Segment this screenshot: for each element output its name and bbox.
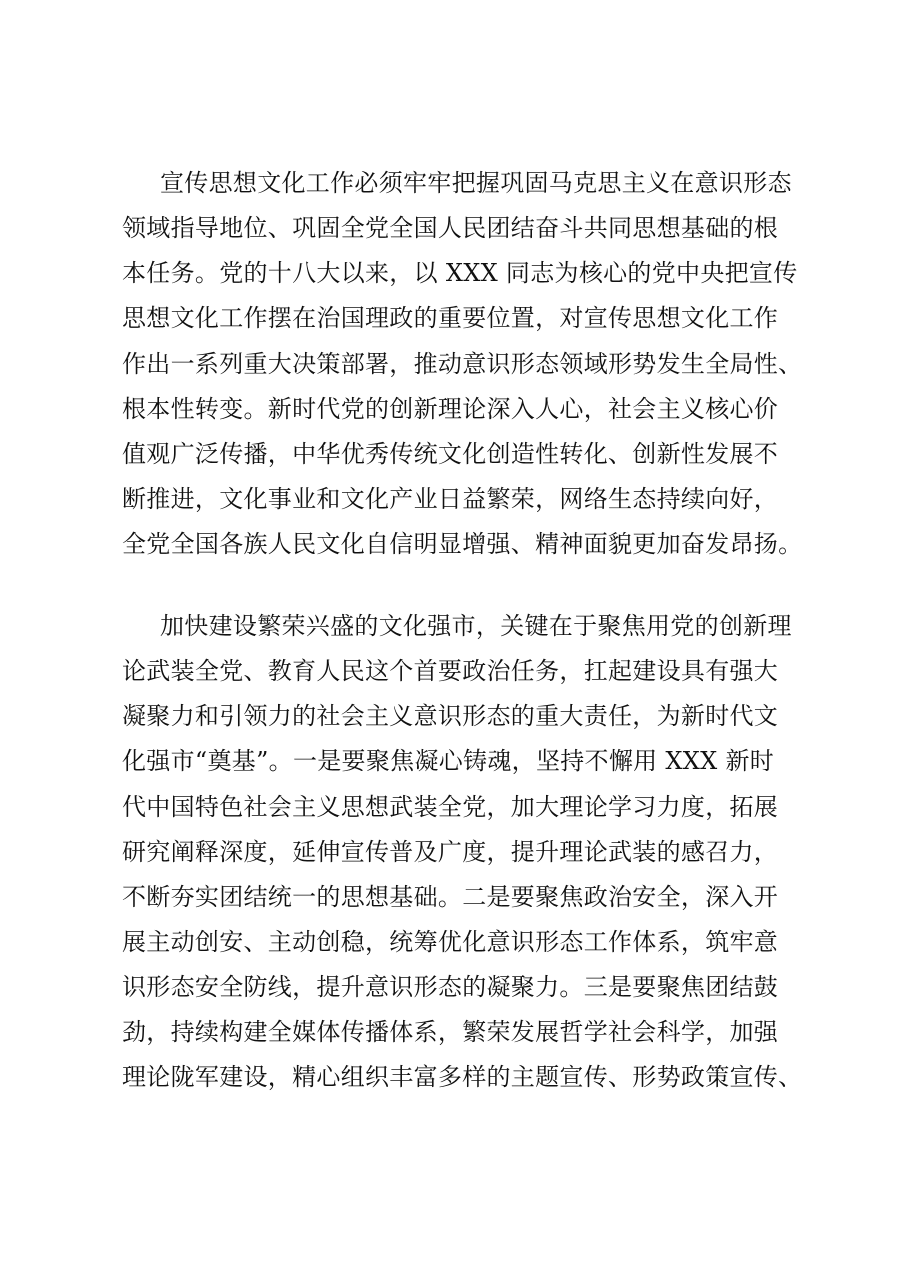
paragraph-line: 加快建设繁荣兴盛的文化强市，关键在于聚焦用党的创新理	[160, 612, 792, 640]
paragraph-line: 代中国特色社会主义思想武装全党，加大理论学习力度，拓展	[122, 793, 779, 821]
paragraph-line: 研究阐释深度，延伸宣传普及广度，提升理论武装的感召力，	[122, 838, 779, 866]
paragraph-line: 领域指导地位、巩固全党全国人民团结奋斗共同思想基础的根	[122, 214, 779, 242]
paragraph-line: 根本性转变。新时代党的创新理论深入人心，社会主义核心价	[122, 395, 779, 423]
paragraph-line: 展主动创安、主动创稳，统筹优化意识形态工作体系，筑牢意	[122, 928, 779, 956]
paragraph-line: 理论陇军建设，精心组织丰富多样的主题宣传、形势政策宣传、	[122, 1063, 803, 1091]
paragraph-line: 识形态安全防线，提升意识形态的凝聚力。三是要聚焦团结鼓	[122, 973, 779, 1001]
paragraph-line: 凝聚力和引领力的社会主义意识形态的重大责任，为新时代文	[122, 702, 779, 730]
paragraph-line: 劲，持续构建全媒体传播体系，繁荣发展哲学社会科学，加强	[122, 1018, 779, 1046]
paragraph-line: 本任务。党的十八大以来，以 XXX 同志为核心的党中央把宣传	[122, 259, 798, 287]
paragraph-line: 全党全国各族人民文化自信明显增强、精神面貌更加奋发昂扬。	[122, 530, 803, 558]
paragraph-line: 不断夯实团结统一的思想基础。二是要聚焦政治安全，深入开	[122, 883, 779, 911]
paragraph-line: 值观广泛传播，中华优秀传统文化创造性转化、创新性发展不	[122, 440, 779, 468]
paragraph-line: 化强市“奠基”。一是要聚焦凝心铸魂，坚持不懈用 XXX 新时	[122, 747, 775, 775]
paragraph-line: 论武装全党、教育人民这个首要政治任务，扛起建设具有强大	[122, 657, 779, 685]
paragraph-line: 思想文化工作摆在治国理政的重要位置，对宣传思想文化工作	[122, 304, 779, 332]
paragraph-line: 断推进，文化事业和文化产业日益繁荣，网络生态持续向好，	[122, 485, 779, 513]
paragraph-line: 作出一系列重大决策部署，推动意识形态领域形势发生全局性、	[122, 350, 803, 378]
paragraph-line: 宣传思想文化工作必须牢牢把握巩固马克思主义在意识形态	[160, 169, 792, 197]
